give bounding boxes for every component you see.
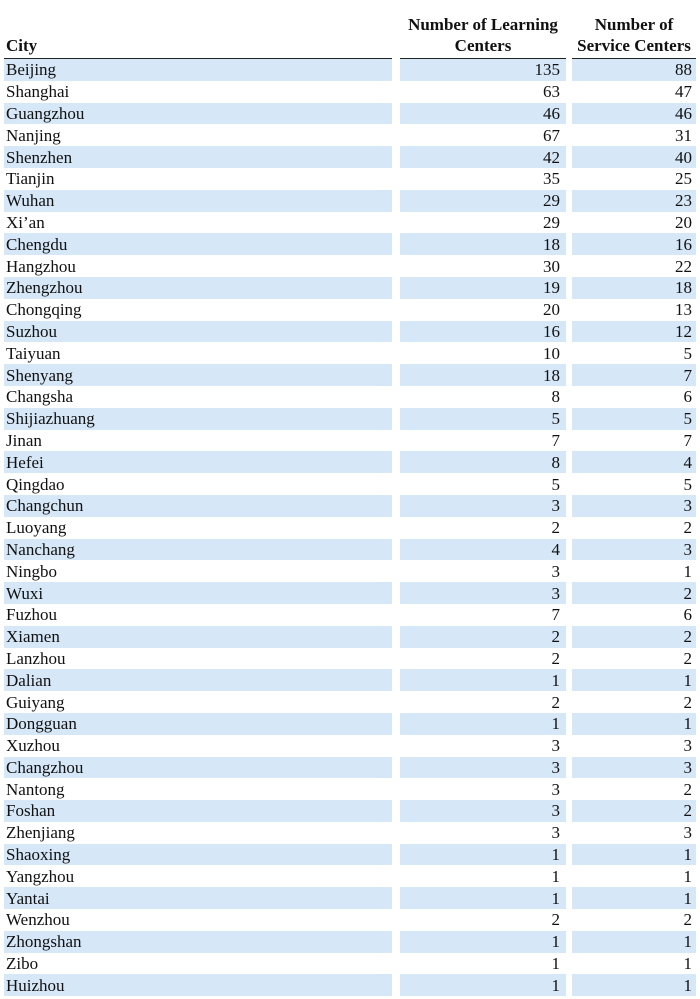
cell-learning-centers: 18: [400, 364, 566, 386]
table-row: [4, 473, 696, 495]
cell-service-centers: 1: [572, 713, 696, 735]
cell-learning-centers: 2: [551, 910, 560, 930]
cell-service-centers: 18: [572, 277, 696, 299]
cell-service-centers: 1: [572, 974, 696, 996]
cell-learning-centers: 1: [400, 669, 566, 691]
table-row: [4, 648, 696, 670]
table-row: [4, 909, 696, 931]
cell-learning-centers: 1: [400, 713, 566, 735]
cell-learning-centers: 1: [551, 954, 560, 974]
cell-learning-centers: 16: [400, 321, 566, 343]
cell-service-centers: 3: [572, 539, 696, 561]
table-row: [4, 59, 696, 81]
cell-learning-centers: 35: [543, 169, 560, 189]
header-city: City: [4, 14, 392, 59]
cell-city: Xiamen: [4, 626, 392, 648]
cell-city: Shenyang: [4, 364, 392, 386]
cell-learning-centers: 2: [551, 692, 560, 712]
cell-service-centers: 6: [683, 387, 692, 407]
table-row: [4, 408, 696, 430]
cell-city: Zhenjiang: [6, 823, 75, 843]
cell-service-centers: 20: [675, 212, 692, 232]
cell-learning-centers: 5: [400, 408, 566, 430]
table-row: [4, 953, 696, 975]
table-row: [4, 124, 696, 146]
cell-city: Nanchang: [4, 539, 392, 561]
table-body: [4, 59, 696, 996]
table-row: [4, 865, 696, 887]
cell-city: Changzhou: [4, 757, 392, 779]
cell-learning-centers: 135: [400, 59, 566, 81]
cell-learning-centers: 3: [551, 779, 560, 799]
cell-learning-centers: 3: [400, 495, 566, 517]
cell-learning-centers: 8: [551, 387, 560, 407]
cell-city: Fuzhou: [6, 605, 57, 625]
cell-service-centers: 88: [572, 59, 696, 81]
table-row: [4, 430, 696, 452]
cell-service-centers: 23: [572, 190, 696, 212]
cell-service-centers: 3: [683, 823, 692, 843]
cell-city: Luoyang: [6, 518, 67, 538]
cell-service-centers: 3: [572, 757, 696, 779]
cell-learning-centers: 2: [400, 626, 566, 648]
cell-city: Taiyuan: [6, 343, 61, 363]
cell-city: Chongqing: [6, 300, 82, 320]
table-row: [4, 81, 696, 103]
table-row: [4, 255, 696, 277]
cell-service-centers: 2: [572, 582, 696, 604]
table-row: [4, 539, 696, 561]
cell-learning-centers: 3: [400, 757, 566, 779]
cell-city: Huizhou: [4, 974, 392, 996]
cell-learning-centers: 5: [551, 474, 560, 494]
cell-service-centers: 2: [683, 692, 692, 712]
table-row: [4, 582, 696, 604]
cell-city: Wuxi: [4, 582, 392, 604]
cell-city: Ningbo: [6, 561, 57, 581]
cell-service-centers: 12: [572, 321, 696, 343]
table-row: [4, 146, 696, 168]
cell-service-centers: 5: [683, 343, 692, 363]
cell-learning-centers: 18: [400, 233, 566, 255]
cell-learning-centers: 3: [551, 561, 560, 581]
cell-service-centers: 2: [572, 800, 696, 822]
cell-city: Changchun: [4, 495, 392, 517]
cell-city: Zhongshan: [4, 931, 392, 953]
cell-learning-centers: 7: [551, 430, 560, 450]
table-row: [4, 974, 696, 996]
cell-learning-centers: 29: [543, 212, 560, 232]
cell-learning-centers: 1: [400, 887, 566, 909]
table-row: [4, 626, 696, 648]
cell-service-centers: 2: [683, 518, 692, 538]
table-row: [4, 691, 696, 713]
cell-city: Yangzhou: [6, 866, 75, 886]
cell-learning-centers: 1: [400, 844, 566, 866]
cell-service-centers: 22: [675, 256, 692, 276]
table-row: [4, 212, 696, 234]
cell-learning-centers: 10: [543, 343, 560, 363]
cell-service-centers: 46: [572, 103, 696, 125]
table-row: [4, 386, 696, 408]
cell-city: Guangzhou: [4, 103, 392, 125]
cell-service-centers: 7: [572, 364, 696, 386]
table-row: [4, 560, 696, 582]
cell-learning-centers: 30: [543, 256, 560, 276]
cell-learning-centers: 63: [543, 82, 560, 102]
cell-city: Lanzhou: [6, 648, 66, 668]
header-learning-centers: Number of Learning Centers: [400, 14, 566, 59]
table-row: [4, 887, 696, 909]
cell-city: Xuzhou: [6, 736, 60, 756]
cell-service-centers: 7: [683, 430, 692, 450]
cell-service-centers: 2: [683, 910, 692, 930]
cell-city: Tianjin: [6, 169, 55, 189]
cell-learning-centers: 1: [400, 974, 566, 996]
cell-learning-centers: 46: [400, 103, 566, 125]
cell-city: Yantai: [4, 887, 392, 909]
cell-learning-centers: 1: [551, 866, 560, 886]
cell-service-centers: 6: [683, 605, 692, 625]
cell-city: Zhengzhou: [4, 277, 392, 299]
cell-city: Jinan: [6, 430, 42, 450]
cell-city: Shenzhen: [4, 146, 392, 168]
cell-city: Shanghai: [6, 82, 70, 102]
cell-service-centers: 40: [572, 146, 696, 168]
cell-learning-centers: 8: [400, 451, 566, 473]
cell-learning-centers: 3: [400, 582, 566, 604]
table-row: [4, 822, 696, 844]
cell-service-centers: 1: [572, 887, 696, 909]
table-row: [4, 778, 696, 800]
cell-learning-centers: 3: [551, 736, 560, 756]
cell-city: Shaoxing: [4, 844, 392, 866]
cell-service-centers: 3: [683, 736, 692, 756]
cell-city: Foshan: [4, 800, 392, 822]
cell-learning-centers: 29: [400, 190, 566, 212]
table-row: [4, 844, 696, 866]
cell-learning-centers: 3: [551, 823, 560, 843]
table-row: [4, 277, 696, 299]
cell-learning-centers: 42: [400, 146, 566, 168]
table-header: [4, 14, 696, 59]
table-row: [4, 364, 696, 386]
cell-city: Nantong: [6, 779, 65, 799]
cell-service-centers: 1: [572, 844, 696, 866]
table-row: [4, 735, 696, 757]
table-row: [4, 604, 696, 626]
cell-service-centers: 5: [572, 408, 696, 430]
cell-city: Shijiazhuang: [4, 408, 392, 430]
cell-learning-centers: 4: [400, 539, 566, 561]
cell-city: Nanjing: [6, 125, 61, 145]
cell-service-centers: 1: [683, 561, 692, 581]
cell-city: Chengdu: [4, 233, 392, 255]
cell-service-centers: 5: [683, 474, 692, 494]
table-row: [4, 451, 696, 473]
header-service-centers: Number of Service Centers: [572, 14, 696, 59]
cell-city: Beijing: [4, 59, 392, 81]
cell-service-centers: 13: [675, 300, 692, 320]
cell-service-centers: 47: [675, 82, 692, 102]
table-row: [4, 757, 696, 779]
table-row: [4, 931, 696, 953]
table-row: [4, 103, 696, 125]
cell-service-centers: 1: [683, 866, 692, 886]
cell-city: Wenzhou: [6, 910, 70, 930]
cell-city: Wuhan: [4, 190, 392, 212]
cell-learning-centers: 1: [400, 931, 566, 953]
cell-city: Dalian: [4, 669, 392, 691]
table-row: [4, 342, 696, 364]
cell-learning-centers: 2: [551, 518, 560, 538]
cell-city: Changsha: [6, 387, 74, 407]
table-row: [4, 299, 696, 321]
table-row: [4, 517, 696, 539]
table-row: [4, 168, 696, 190]
cell-city: Dongguan: [4, 713, 392, 735]
cell-service-centers: 1: [683, 954, 692, 974]
cell-service-centers: 2: [683, 779, 692, 799]
table-row: [4, 190, 696, 212]
cell-city: Qingdao: [6, 474, 65, 494]
centers-table: [4, 14, 696, 996]
cell-service-centers: 1: [572, 669, 696, 691]
cell-service-centers: 25: [675, 169, 692, 189]
table-row: [4, 233, 696, 255]
cell-city: Hangzhou: [6, 256, 76, 276]
cell-service-centers: 4: [572, 451, 696, 473]
cell-city: Zibo: [6, 954, 39, 974]
cell-service-centers: 1: [572, 931, 696, 953]
cell-city: Xi’an: [6, 212, 45, 232]
cell-learning-centers: 20: [543, 300, 560, 320]
cell-city: Hefei: [4, 451, 392, 473]
table-row: [4, 800, 696, 822]
cell-learning-centers: 7: [551, 605, 560, 625]
cell-learning-centers: 67: [543, 125, 560, 145]
cell-service-centers: 31: [675, 125, 692, 145]
cell-city: Suzhou: [4, 321, 392, 343]
cell-service-centers: 2: [572, 626, 696, 648]
cell-learning-centers: 3: [400, 800, 566, 822]
cell-city: Guiyang: [6, 692, 65, 712]
table-row: [4, 495, 696, 517]
table-row: [4, 669, 696, 691]
cell-service-centers: 16: [572, 233, 696, 255]
cell-service-centers: 3: [572, 495, 696, 517]
cell-learning-centers: 2: [551, 648, 560, 668]
table-row: [4, 321, 696, 343]
table-row: [4, 713, 696, 735]
cell-service-centers: 2: [683, 648, 692, 668]
cell-learning-centers: 19: [400, 277, 566, 299]
